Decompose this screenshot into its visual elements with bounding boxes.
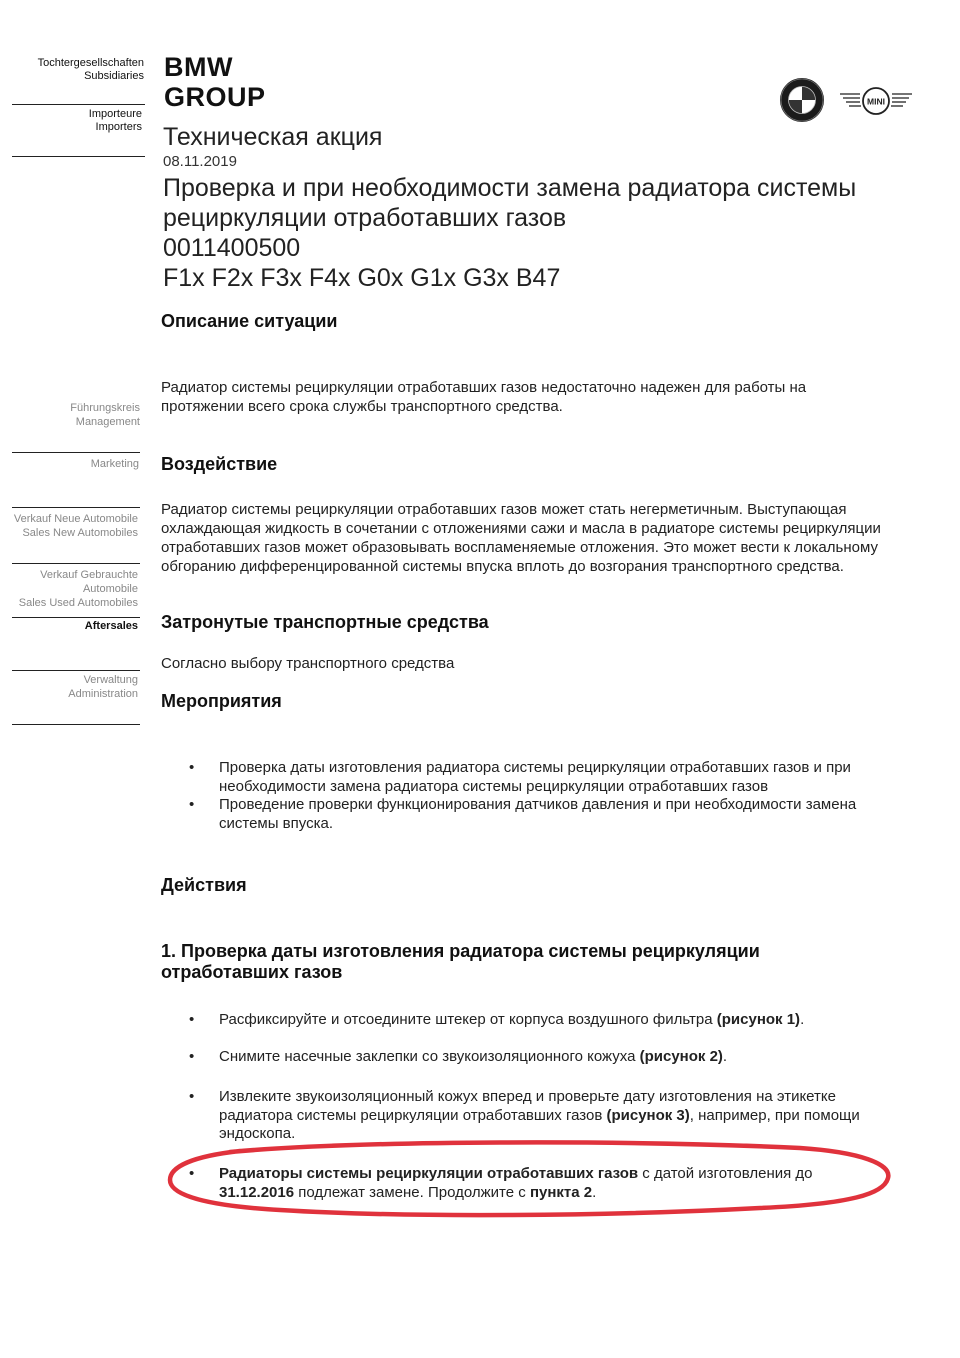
mini-logo-text: MINI bbox=[867, 96, 885, 107]
note-step-ref: пункта 2 bbox=[529, 1183, 593, 1201]
divider bbox=[12, 724, 140, 725]
figure-ref: (рисунок 3) bbox=[606, 1106, 690, 1124]
actions-heading: Действия bbox=[161, 875, 247, 895]
importers-label bbox=[0, 108, 142, 134]
aftersales-label: Aftersales bbox=[84, 620, 138, 632]
management-de: Führungskreis bbox=[70, 402, 140, 414]
figure-ref: (рисунок 1) bbox=[716, 1011, 801, 1028]
vehicles-heading: Затронутые транспортные средства bbox=[161, 612, 489, 632]
title-line-2: рециркуляции отработавших газов bbox=[163, 204, 567, 232]
model-list: F1x F2x F3x F4x G0x G1x G3x B47 bbox=[163, 264, 561, 292]
list-item bbox=[161, 1088, 906, 1144]
impact-heading: Воздействие bbox=[161, 454, 278, 474]
sales-new-en: Sales New Automobiles bbox=[22, 527, 138, 539]
admin-de: Verwaltung bbox=[83, 674, 138, 686]
list-item bbox=[161, 1011, 911, 1030]
item-tail: , например, при помощи эндоскопа. bbox=[219, 1106, 860, 1142]
highlight-circle bbox=[160, 1138, 900, 1220]
brand-line-2: GROUP bbox=[164, 82, 266, 112]
situation-heading: Описание ситуации bbox=[161, 311, 338, 331]
item-text: Расфиксируйте и отсоедините штекер от корпуса воздушного фильтра bbox=[219, 1011, 717, 1028]
item-text: Извлеките звукоизоляционный кожух вперед и проверьте дату изготовления на этикетке радиатора системы рециркуляции отработавших газов bbox=[219, 1088, 836, 1124]
divider bbox=[12, 563, 140, 564]
sales-used-de-2: Automobile bbox=[82, 583, 138, 595]
sales-new-label bbox=[0, 512, 138, 540]
divider bbox=[12, 156, 145, 157]
management-label bbox=[0, 401, 140, 429]
divider bbox=[12, 617, 140, 618]
divider bbox=[12, 507, 140, 508]
sales-new-de: Verkauf Neue Automobile bbox=[13, 513, 138, 525]
importers-de: Importeure bbox=[88, 108, 142, 120]
bmw-logo-icon bbox=[779, 77, 825, 123]
subsidiaries-en: Subsidiaries bbox=[84, 70, 144, 82]
title-line-1: Проверка и при необходимости замена радиатора системы bbox=[163, 174, 857, 202]
step1-list bbox=[161, 1088, 906, 1144]
mini-logo-icon bbox=[838, 86, 914, 116]
figure-ref: (рисунок 2) bbox=[639, 1048, 723, 1065]
step1-heading: 1. Проверка даты изготовления радиатора системы рециркуляции отработавших газов bbox=[161, 941, 760, 982]
list-item: • Проведение проверки функционирования датчиков давления и при необходимости замена системы впуска. bbox=[161, 796, 911, 833]
subsidiaries-de: Tochtergesellschaften bbox=[37, 57, 144, 69]
management-en: Management bbox=[75, 416, 140, 428]
divider bbox=[12, 670, 140, 671]
vehicles-text: Согласно выбору транспортного средства bbox=[161, 655, 455, 672]
campaign-number: 0011400500 bbox=[163, 234, 301, 262]
document-type: Техническая акция bbox=[163, 123, 383, 151]
list-item bbox=[161, 1048, 911, 1067]
divider bbox=[12, 452, 140, 453]
admin-en: Administration bbox=[68, 688, 138, 700]
sales-used-en: Sales Used Automobiles bbox=[18, 597, 138, 609]
marketing-label: Marketing bbox=[90, 458, 139, 470]
sales-used-label bbox=[0, 568, 138, 610]
impact-text: Радиатор системы рециркуляции отработавших газов может стать негерметичным. Выступающая охлаждающая жидкость в сочетании с отложениями сажи и масла в радиаторе системы рециркуляции отработавших газов может образовывать воспламеняемые отложения. Это может вести к локальному обгоранию дифференцированной системы впуска вплоть до возгорания транспортного средства. bbox=[161, 501, 881, 575]
note-bold: Радиаторы системы рециркуляции отработавших газов bbox=[219, 1165, 639, 1182]
step1-list bbox=[161, 1048, 911, 1067]
administration-label bbox=[0, 673, 138, 701]
situation-text: Радиатор системы рециркуляции отработавших газов недостаточно надежен для работы на протяжении всего срока службы транспортного средства. bbox=[161, 379, 807, 415]
document-title bbox=[163, 173, 923, 293]
measures-heading: Мероприятия bbox=[161, 691, 282, 711]
item-tail: . bbox=[722, 1048, 728, 1065]
subsidiaries-label bbox=[0, 57, 144, 83]
measures-list bbox=[161, 759, 911, 833]
divider bbox=[12, 104, 145, 105]
document-date: 08.11.2019 bbox=[163, 153, 237, 170]
item-tail: . bbox=[800, 1011, 805, 1028]
note-text: . bbox=[592, 1183, 597, 1201]
sales-used-de-1: Verkauf Gebrauchte bbox=[40, 569, 138, 581]
note-text: подлежат замене. Продолжите с bbox=[294, 1183, 530, 1201]
item-text: Снимите насечные заклепки со звукоизоляционного кожуха bbox=[219, 1048, 640, 1065]
note-text: с датой изготовления до bbox=[638, 1165, 813, 1182]
bmw-group-wordmark bbox=[164, 52, 266, 112]
step1-list bbox=[161, 1011, 911, 1030]
brand-line-1: BMW bbox=[164, 52, 233, 82]
list-item: • Проверка даты изготовления радиатора системы рециркуляции отработавших газов и при необходимости замена радиатора системы рециркуляции отработавших газов bbox=[161, 759, 911, 796]
importers-en: Importers bbox=[95, 121, 142, 133]
note-date: 31.12.2016 bbox=[219, 1183, 295, 1201]
